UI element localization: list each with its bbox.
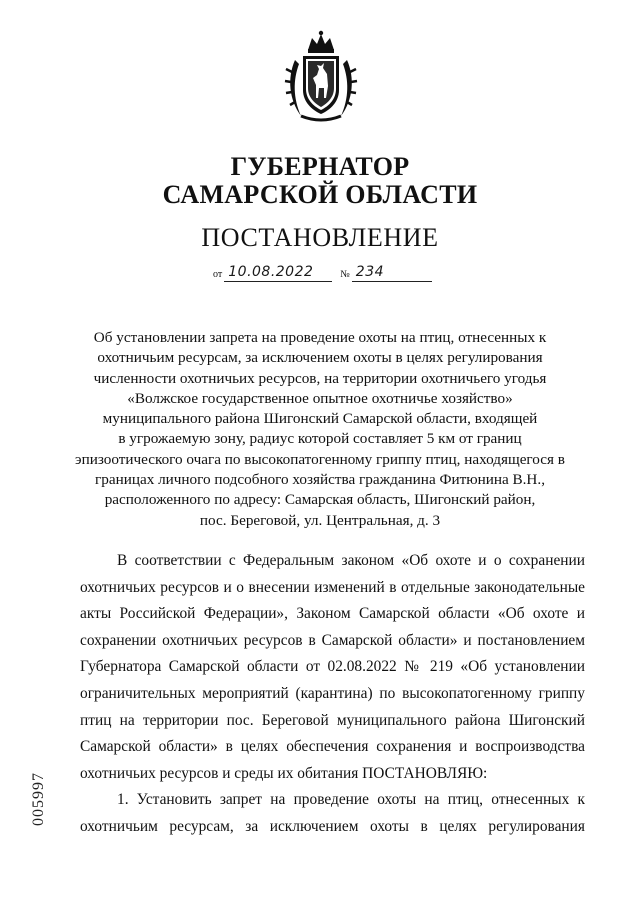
subject-line: охотничьим ресурсам, за исключением охоты в целях регулирования	[97, 349, 543, 367]
side-registration-code	[30, 760, 62, 840]
subject-line: Об установлении запрета на проведение охоты на птиц, отнесенных к	[93, 329, 547, 346]
subject-line: эпизоотического очага по высокопатогенному гриппу птиц, находящегося в	[75, 450, 565, 468]
coat-of-arms-emblem	[283, 28, 359, 128]
subject-line: расположенного по адресу: Самарская область, Шигонский район,	[104, 491, 536, 509]
number-value: 234	[352, 264, 432, 282]
subject-line: в угрожаемую зону, радиус которой составляет 5 км от границ	[118, 430, 522, 448]
subject-line: пос. Береговой, ул. Центральная, д. 3	[199, 511, 441, 529]
side-code-text: 005997	[30, 772, 47, 826]
preamble-paragraph: В соответствии с Федеральным законом «Об охоте и о сохранении охотничьих ресурсов и о внесении изменений в отдельные законодательные акты Российской Федерации», Законом Самарской области «Об охоте и сохранении охотничьих ресурсов в Самарской области» и постановлением Губернатора Самарской области от 02.08.2022 № 219 «Об установлении ограничительных мероприятий (карантина) по высокопатогенному гриппу птиц на территории пос. Береговой муниципального района Шигонский Самарской области» в целях обеспечения сохранения и воспроизводства охотничьих ресурсов и среды их обитания ПОСТАНОВЛЯЮ:	[80, 552, 585, 782]
title-line-2: САМАРСКОЙ ОБЛАСТИ	[162, 180, 478, 209]
resolution-subject	[70, 328, 570, 531]
date-number-line	[213, 260, 432, 282]
item-1-paragraph: 1. Установить запрет на проведение охоты на птиц, отнесенных к охотничьим ресурсам, за исключением охоты в целях регулирования	[80, 791, 585, 835]
title-line-1: ГУБЕРНАТОР	[230, 152, 410, 181]
number-label: №	[340, 269, 350, 280]
subject-line: численности охотничьих ресурсов, на территории охотничьего угодья	[93, 369, 547, 387]
subject-line: муниципального района Шигонский Самарской области, входящей	[102, 410, 538, 428]
date-value: 10.08.2022	[224, 264, 332, 282]
subject-line: «Волжское государственное опытное охотничье хозяйство»	[127, 389, 513, 407]
resolution-body	[80, 548, 585, 841]
date-from-label: от	[213, 269, 223, 280]
subject-line: границах личного подсобного хозяйства гражданина Фитюнина В.Н.,	[95, 471, 545, 489]
document-type: ПОСТАНОВЛЕНИЕ	[201, 223, 439, 252]
